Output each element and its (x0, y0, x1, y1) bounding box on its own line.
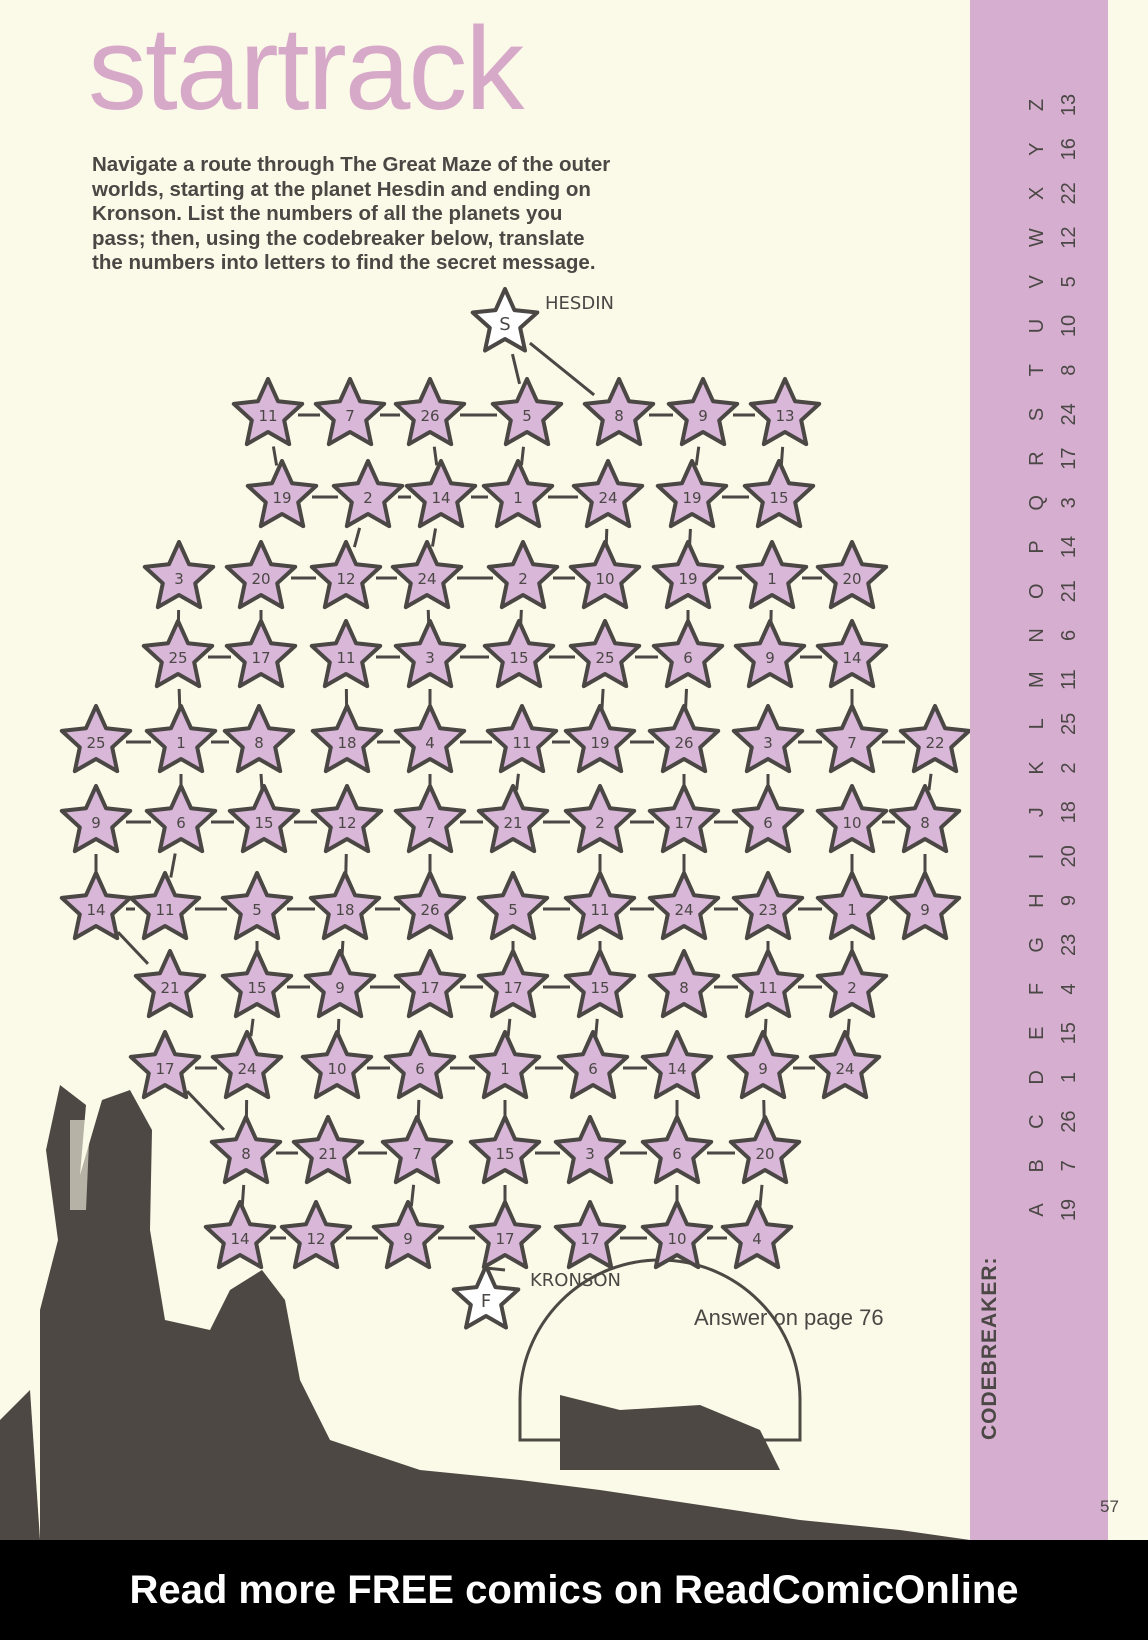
planet-star[interactable] (488, 706, 556, 771)
planet-number: 20 (842, 570, 862, 588)
planet-number: 11 (590, 901, 610, 919)
planet-number: 6 (683, 649, 693, 667)
planet-number: 3 (425, 649, 435, 667)
planet-number: 7 (412, 1145, 422, 1163)
instruction-line: Navigate a route through The Great Maze of the outer (92, 153, 611, 176)
planet-number: 13 (775, 407, 795, 425)
planet-star[interactable] (316, 379, 384, 444)
planet-number: 5 (508, 901, 518, 919)
planet-star[interactable] (734, 786, 802, 851)
planet-star[interactable] (471, 1032, 539, 1097)
planet-number: 18 (337, 734, 357, 752)
maze-path (512, 354, 519, 384)
planet-star[interactable] (471, 1202, 539, 1267)
planet-star[interactable] (479, 951, 547, 1016)
planet-number: 17 (674, 814, 694, 832)
start-planet[interactable] (473, 289, 614, 351)
planet-number: 6 (176, 814, 186, 832)
codebreaker (970, 60, 1108, 1440)
planet-number: 10 (595, 570, 615, 588)
planet-number: 18 (335, 901, 355, 919)
planet-number: 10 (842, 814, 862, 832)
codebreaker-letter: S (1026, 407, 1048, 422)
planet-star[interactable] (654, 621, 722, 686)
start-label: HESDIN (545, 293, 614, 314)
planet-number: 24 (598, 489, 618, 507)
planet-number: 15 (254, 814, 274, 832)
footer-banner[interactable]: Read more FREE comics on ReadComicOnline (0, 1540, 1148, 1640)
planet-number: 24 (835, 1060, 855, 1078)
planet-number: 1 (767, 570, 777, 588)
planet-number: 25 (595, 649, 615, 667)
planet-star[interactable] (313, 786, 381, 851)
planet-number: 10 (667, 1230, 687, 1248)
planet-star[interactable] (658, 461, 726, 526)
codebreaker-number: 7 (1058, 1160, 1080, 1172)
codebreaker-letter: B (1026, 1159, 1048, 1173)
planet-star[interactable] (306, 951, 374, 1016)
planet-star[interactable] (818, 951, 886, 1016)
codebreaker-letter: R (1026, 451, 1048, 466)
planet-number: 23 (758, 901, 778, 919)
codebreaker-letter: C (1026, 1114, 1048, 1129)
planet-star[interactable] (227, 621, 295, 686)
planet-number: 26 (420, 407, 440, 425)
planet-star[interactable] (223, 873, 291, 938)
codebreaker-number: 15 (1058, 1022, 1080, 1045)
planet-star[interactable] (751, 379, 819, 444)
codebreaker-letter: W (1026, 228, 1048, 248)
instruction-line: Kronson. List the numbers of all the planets you (92, 202, 563, 225)
planet-star[interactable] (650, 873, 718, 938)
planet-star[interactable] (650, 706, 718, 771)
planet-star[interactable] (62, 706, 130, 771)
planet-number: 1 (513, 489, 523, 507)
planet-number: 6 (588, 1060, 598, 1078)
planet-number: 1 (176, 734, 186, 752)
codebreaker-letter: Q (1026, 495, 1048, 511)
planet-number: 14 (842, 649, 862, 667)
planet-star[interactable] (484, 461, 552, 526)
codebreaker-number: 26 (1058, 1110, 1080, 1133)
planet-star[interactable] (571, 621, 639, 686)
maze-path (696, 447, 698, 466)
planet-number: 21 (160, 979, 180, 997)
planet-star[interactable] (566, 786, 634, 851)
planet-number: 8 (614, 407, 624, 425)
planet-number: 11 (512, 734, 532, 752)
codebreaker-number: 19 (1058, 1198, 1080, 1222)
planet-number: 9 (403, 1230, 413, 1248)
planet-number: 3 (585, 1145, 595, 1163)
planet-star[interactable] (556, 1117, 624, 1182)
planet-number: 14 (431, 489, 451, 507)
planet-number: 2 (595, 814, 605, 832)
codebreaker-letter: L (1026, 718, 1048, 730)
codebreaker-number: 6 (1058, 629, 1080, 641)
maze-path (187, 1091, 224, 1130)
planet-number: 7 (847, 734, 857, 752)
planet-star[interactable] (669, 379, 737, 444)
planet-number: 15 (590, 979, 610, 997)
planet-number: 9 (920, 901, 930, 919)
planet-star[interactable] (485, 621, 553, 686)
planet-number: 9 (91, 814, 101, 832)
planet-star[interactable] (147, 786, 215, 851)
codebreaker-label: CODEBREAKER: (978, 1256, 1001, 1440)
planet-number: 1 (847, 901, 857, 919)
planet-star[interactable] (248, 461, 316, 526)
planet-star[interactable] (745, 461, 813, 526)
planet-star[interactable] (891, 873, 959, 938)
planet-star[interactable] (313, 706, 381, 771)
maze-path (530, 343, 594, 395)
planet-number: 8 (254, 734, 264, 752)
planet-star[interactable] (479, 786, 547, 851)
planet-star[interactable] (643, 1117, 711, 1182)
planet-number: 8 (920, 814, 930, 832)
instruction-line: pass; then, using the codebreaker below, translate (92, 226, 585, 250)
planet-star[interactable] (654, 542, 722, 607)
planet-number: 5 (252, 901, 262, 919)
planet-number: 17 (495, 1230, 515, 1248)
planet-number: 17 (420, 979, 440, 997)
planet-number: 4 (425, 734, 435, 752)
planet-star[interactable] (574, 461, 642, 526)
start-marker: S (499, 314, 511, 335)
planet-star[interactable] (374, 1202, 442, 1267)
planet-star[interactable] (223, 951, 291, 1016)
planet-star[interactable] (891, 786, 959, 851)
planet-number: 15 (509, 649, 529, 667)
codebreaker-letter: A (1026, 1203, 1048, 1217)
planet-number: 11 (155, 901, 175, 919)
finish-planet[interactable] (454, 1266, 621, 1328)
planet-number: 3 (174, 570, 184, 588)
codebreaker-number: 23 (1058, 933, 1080, 956)
planet-star[interactable] (818, 621, 886, 686)
planet-star[interactable] (396, 706, 464, 771)
planet-star[interactable] (396, 951, 464, 1016)
planet-star[interactable] (334, 461, 402, 526)
codebreaker-number: 18 (1058, 801, 1080, 824)
planet-star[interactable] (818, 706, 886, 771)
codebreaker-number: 21 (1058, 580, 1080, 603)
maze-planets (62, 379, 969, 1267)
planet-star[interactable] (303, 1032, 371, 1097)
codebreaker-number: 17 (1058, 447, 1080, 470)
planet-star[interactable] (723, 1202, 791, 1267)
planet-number: 9 (335, 979, 345, 997)
codebreaker-letter: Z (1026, 98, 1048, 112)
codebreaker-letter: H (1026, 893, 1048, 908)
planet-number: 8 (241, 1145, 251, 1163)
planet-star[interactable] (396, 379, 464, 444)
planet-star[interactable] (312, 621, 380, 686)
planet-number: 11 (758, 979, 778, 997)
planet-star[interactable] (386, 1032, 454, 1097)
codebreaker-number: 11 (1058, 669, 1080, 690)
planet-star[interactable] (393, 542, 461, 607)
codebreaker-letter: X (1026, 186, 1048, 201)
planet-number: 10 (327, 1060, 347, 1078)
planet-star[interactable] (811, 1032, 879, 1097)
codebreaker-letter: M (1026, 671, 1048, 688)
planet-star[interactable] (734, 873, 802, 938)
codebreaker-number: 8 (1058, 364, 1080, 376)
planet-number: 15 (769, 489, 789, 507)
planet-number: 19 (590, 734, 610, 752)
codebreaker-letter: N (1026, 628, 1048, 643)
planet-star[interactable] (145, 542, 213, 607)
planet-star[interactable] (643, 1032, 711, 1097)
codebreaker-letter: V (1026, 275, 1048, 289)
maze-path (251, 1019, 253, 1036)
codebreaker-letter: U (1026, 318, 1048, 334)
planet-number: 7 (345, 407, 355, 425)
planet-number: 12 (336, 570, 356, 588)
planet-star[interactable] (818, 542, 886, 607)
planet-number: 1 (500, 1060, 510, 1078)
codebreaker-number: 1 (1058, 1071, 1080, 1083)
planet-number: 11 (258, 407, 278, 425)
planet-number: 17 (503, 979, 523, 997)
answer-note: Answer on page 76 (694, 1305, 884, 1330)
planet-star[interactable] (225, 706, 293, 771)
planet-star[interactable] (213, 1032, 281, 1097)
planet-number: 24 (237, 1060, 257, 1078)
codebreaker-number: 14 (1058, 535, 1080, 559)
planet-number: 21 (318, 1145, 338, 1163)
planet-number: 15 (247, 979, 267, 997)
planet-number: 24 (674, 901, 694, 919)
codebreaker-letter: T (1026, 364, 1048, 377)
planet-star[interactable] (731, 1117, 799, 1182)
maze-path (354, 528, 359, 547)
codebreaker-number: 5 (1058, 276, 1080, 288)
planet-star[interactable] (396, 786, 464, 851)
planet-number: 7 (425, 814, 435, 832)
planet-number: 9 (765, 649, 775, 667)
planet-star[interactable] (62, 873, 130, 938)
planet-number: 21 (503, 814, 523, 832)
finish-marker: F (480, 1291, 492, 1312)
maze-path (848, 1019, 849, 1036)
planet-star[interactable] (734, 951, 802, 1016)
codebreaker-letter: F (1026, 982, 1048, 996)
codebreaker-letter: P (1026, 540, 1048, 554)
planet-star[interactable] (818, 873, 886, 938)
planet-star[interactable] (493, 379, 561, 444)
codebreaker-number: 10 (1058, 314, 1080, 338)
planet-number: 9 (758, 1060, 768, 1078)
planet-number: 9 (698, 407, 708, 425)
planet-number: 15 (495, 1145, 515, 1163)
planet-star[interactable] (566, 873, 634, 938)
codebreaker-number: 20 (1058, 845, 1080, 868)
planet-star[interactable] (729, 1032, 797, 1097)
planet-star[interactable] (230, 786, 298, 851)
planet-number: 5 (522, 407, 532, 425)
planet-number: 25 (168, 649, 188, 667)
planet-star[interactable] (650, 786, 718, 851)
planet-star[interactable] (650, 951, 718, 1016)
planet-number: 25 (86, 734, 106, 752)
planet-number: 2 (847, 979, 857, 997)
planet-star[interactable] (736, 621, 804, 686)
codebreaker-letter: O (1026, 583, 1048, 599)
maze-path (171, 853, 175, 877)
planet-star[interactable] (571, 542, 639, 607)
codebreaker-number: 16 (1058, 138, 1080, 161)
maze-path (434, 447, 436, 466)
planet-star[interactable] (234, 379, 302, 444)
planet-number: 19 (272, 489, 292, 507)
planet-number: 6 (672, 1145, 682, 1163)
page-number: 57 (1100, 1497, 1119, 1516)
planet-number: 12 (306, 1230, 326, 1248)
planet-star[interactable] (311, 873, 379, 938)
codebreaker-letter: I (1026, 853, 1048, 860)
maze-path (508, 1019, 510, 1036)
planet-number: 17 (251, 649, 271, 667)
finish-label: KRONSON (530, 1270, 622, 1291)
planet-star[interactable] (818, 786, 886, 851)
planet-number: 4 (752, 1230, 762, 1248)
planet-star[interactable] (471, 1117, 539, 1182)
instruction-line: worlds, starting at the planet Hesdin and ending on (92, 177, 591, 201)
instruction-line: the numbers into letters to find the secret message. (92, 251, 596, 274)
planet-star[interactable] (738, 542, 806, 607)
codebreaker-number: 25 (1058, 712, 1080, 735)
planet-number: 22 (925, 734, 945, 752)
planet-number: 24 (417, 570, 437, 588)
maze-path (273, 447, 276, 466)
planet-star[interactable] (206, 1202, 274, 1267)
planet-star[interactable] (489, 542, 557, 607)
planet-star[interactable] (559, 1032, 627, 1097)
planet-star[interactable] (556, 1202, 624, 1267)
planet-number: 20 (755, 1145, 775, 1163)
maze-path (411, 1185, 413, 1206)
planet-star[interactable] (312, 542, 380, 607)
page-title: startrack (88, 3, 523, 135)
planet-number: 26 (674, 734, 694, 752)
planet-star[interactable] (383, 1117, 451, 1182)
planet-number: 8 (679, 979, 689, 997)
codebreaker-number: 24 (1058, 403, 1080, 426)
planet-number: 2 (518, 570, 528, 588)
codebreaker-letter: D (1026, 1070, 1048, 1085)
planet-star[interactable] (566, 951, 634, 1016)
planet-number: 20 (251, 570, 271, 588)
maze-path (760, 1185, 762, 1206)
planet-number: 19 (678, 570, 698, 588)
planet-number: 19 (682, 489, 702, 507)
planet-number: 6 (763, 814, 773, 832)
planet-star[interactable] (643, 1202, 711, 1267)
codebreaker-number: 4 (1058, 983, 1080, 995)
planet-star[interactable] (566, 706, 634, 771)
codebreaker-number: 2 (1058, 762, 1080, 774)
codebreaker-number: 22 (1058, 182, 1080, 205)
planet-number: 14 (230, 1230, 250, 1248)
planet-number: 3 (763, 734, 773, 752)
planet-star[interactable] (901, 706, 969, 771)
planet-number: 17 (580, 1230, 600, 1248)
codebreaker-letter: J (1026, 807, 1048, 818)
maze-path (929, 774, 931, 790)
planet-star[interactable] (131, 1032, 199, 1097)
codebreaker-number: 12 (1058, 226, 1080, 249)
maze-path (517, 774, 519, 790)
planet-star[interactable] (282, 1202, 350, 1267)
codebreaker-letter: Y (1026, 142, 1048, 156)
planet-number: 12 (337, 814, 357, 832)
planet-star[interactable] (479, 873, 547, 938)
codebreaker-number: 9 (1058, 895, 1080, 907)
planet-star[interactable] (131, 873, 199, 938)
planet-number: 26 (420, 901, 440, 919)
codebreaker-letter: K (1026, 761, 1048, 775)
planet-star[interactable] (62, 786, 130, 851)
planet-star[interactable] (396, 621, 464, 686)
planet-number: 14 (667, 1060, 687, 1078)
maze-path (596, 1019, 597, 1036)
planet-number: 6 (415, 1060, 425, 1078)
maze-path (432, 529, 435, 547)
planet-star[interactable] (396, 873, 464, 938)
planet-star[interactable] (227, 542, 295, 607)
planet-star[interactable] (585, 379, 653, 444)
codebreaker-number: 13 (1058, 93, 1080, 117)
planet-star[interactable] (294, 1117, 362, 1182)
planet-number: 17 (155, 1060, 175, 1078)
codebreaker-letter: E (1026, 1026, 1048, 1040)
planet-star[interactable] (144, 621, 212, 686)
codebreaker-number: 3 (1058, 497, 1080, 509)
planet-number: 2 (363, 489, 373, 507)
page-margin (1108, 0, 1148, 1540)
planet-number: 14 (86, 901, 106, 919)
planet-star[interactable] (734, 706, 802, 771)
planet-star[interactable] (147, 706, 215, 771)
planet-number: 11 (336, 649, 356, 667)
planet-star[interactable] (407, 461, 475, 526)
codebreaker-letter: G (1026, 937, 1048, 953)
maze-path (521, 447, 523, 465)
